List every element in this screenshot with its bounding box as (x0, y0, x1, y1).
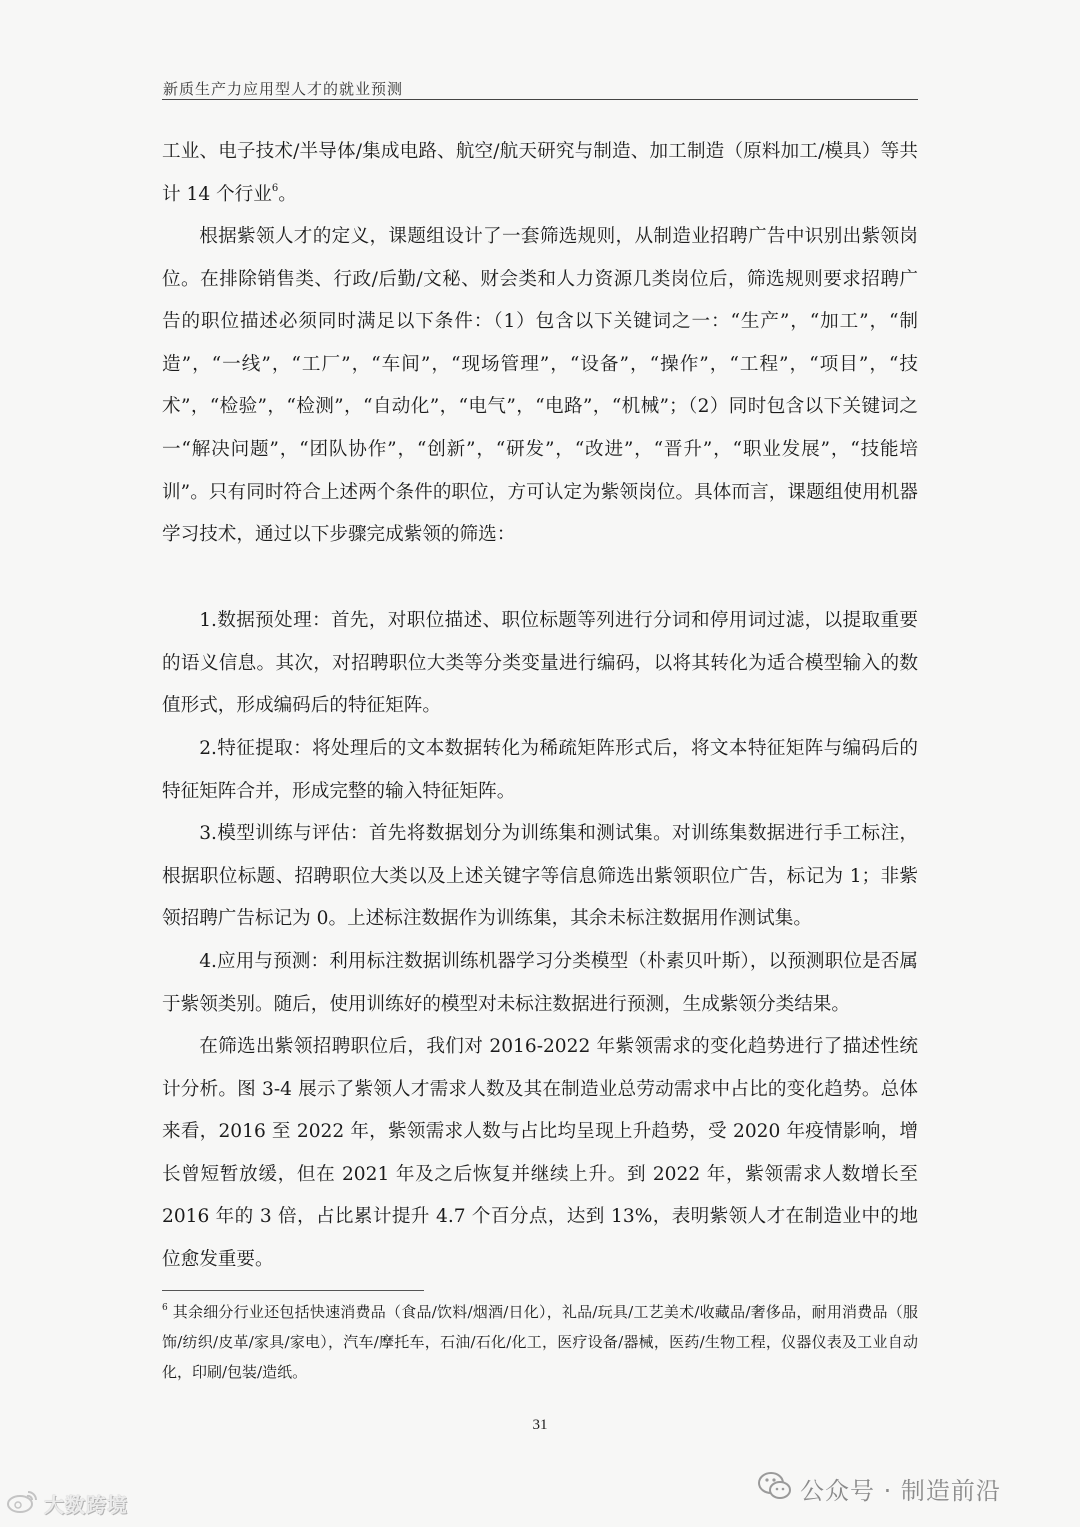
header-title: 新质生产力应用型人才的就业预测 (163, 80, 404, 98)
paragraph-3: 1.数据预处理：首先，对职位描述、职位标题等列进行分词和停用词过滤，以提取重要的语义信息。其次，对招聘职位大类等分类变量进行编码，以将其转化为适合模型输入的数值形式，形成编码后的特征矩阵。 (162, 610, 918, 717)
footnote-text: 其余细分行业还包括快速消费品（食品/饮料/烟酒/日化），礼品/玩具/工艺美术/收藏品/奢侈品，耐用消费品（服饰/纺织/皮革/家具/家电），汽车/摩托车，石油/石化/化工，医疗设备/器械，医药/生物工程，仪器仪表及工业自动化，印刷/包装/造纸。 (162, 1303, 918, 1381)
footnote-ref: 6 (271, 183, 279, 195)
paragraph-4: 2.特征提取：将处理后的文本数据转化为稀疏矩阵形式后，将文本特征矩阵与编码后的特征矩阵合并，形成完整的输入特征矩阵。 (162, 738, 918, 802)
footnote-divider (162, 1290, 424, 1291)
paragraph-1-end: 。 (278, 183, 297, 205)
paragraph-1-text: 工业、电子技术/半导体/集成电路、航空/航天研究与制造、加工制造（原料加工/模具）等共计 14 个行业 (162, 141, 918, 205)
weibo-icon (6, 1488, 40, 1518)
footnote (162, 1297, 918, 1387)
weibo-watermark-text: 大数跨境 (44, 1492, 128, 1517)
page-number: 31 (532, 1417, 548, 1433)
wechat-watermark-text: 公众号 · 制造前沿 (800, 1476, 1001, 1505)
footnote-marker: 6 (162, 1303, 168, 1313)
paragraph-5: 3.模型训练与评估：首先将数据划分为训练集和测试集。对训练集数据进行手工标注，根据职位标题、招聘职位大类以及上述关键字等信息筛选出紫领职位广告，标记为 1；非紫领招聘广告标记为 0。上述标注数据作为训练集，其余未标注数据用作测试集。 (162, 823, 918, 930)
wechat-watermark (758, 1468, 1001, 1508)
wechat-icon (758, 1471, 792, 1505)
paragraph-1 (162, 131, 918, 216)
paragraph-6: 4.应用与预测：利用标注数据训练机器学习分类模型（朴素贝叶斯），以预测职位是否属于紫领类别。随后，使用训练好的模型对未标注数据进行预测，生成紫领分类结果。 (162, 951, 918, 1015)
weibo-watermark (6, 1486, 128, 1520)
header-divider (162, 99, 918, 100)
paragraph-2: 根据紫领人才的定义，课题组设计了一套筛选规则，从制造业招聘广告中识别出紫领岗位。在排除销售类、行政/后勤/文秘、财会类和人力资源几类岗位后，筛选规则要求招聘广告的职位描述必须同时满足以下条件：（1）包含以下关键词之一：“生产”，“加工”，“制造”，“一线”，“工厂”，“车间”，“现场管理”，“设备”，“操作”，“工程”，“项目”，“技术”，“检验”，“检测”，“自动化”，“电气”，“电路”，“机械”；（2）同时包含以下关键词之一“解决问题”，“团队协作”，“创新”，“研发”，“改进”，“晋升”，“职业发展”，“技能培训”。只有同时符合上述两个条件的职位，方可认定为紫领岗位。具体而言，课题组使用机器学习技术，通过以下步骤完成紫领的筛选： (162, 226, 918, 546)
paragraph-7: 在筛选出紫领招聘职位后，我们对 2016-2022 年紫领需求的变化趋势进行了描述性统计分析。图 3-4 展示了紫领人才需求人数及其在制造业总劳动需求中占比的变化趋势。总体来看，2016 至 2022 年，紫领需求人数与占比均呈现上升趋势，受 2020 年疫情影响，增长曾短暂放缓，但在 2021 年及之后恢复并继续上升。到 2022 年，紫领需求人数增长至 2016 年的 3 倍，占比累计提升 4.7 个百分点，达到 13%，表明紫领人才在制造业中的地位愈发重要。 (162, 1036, 918, 1270)
